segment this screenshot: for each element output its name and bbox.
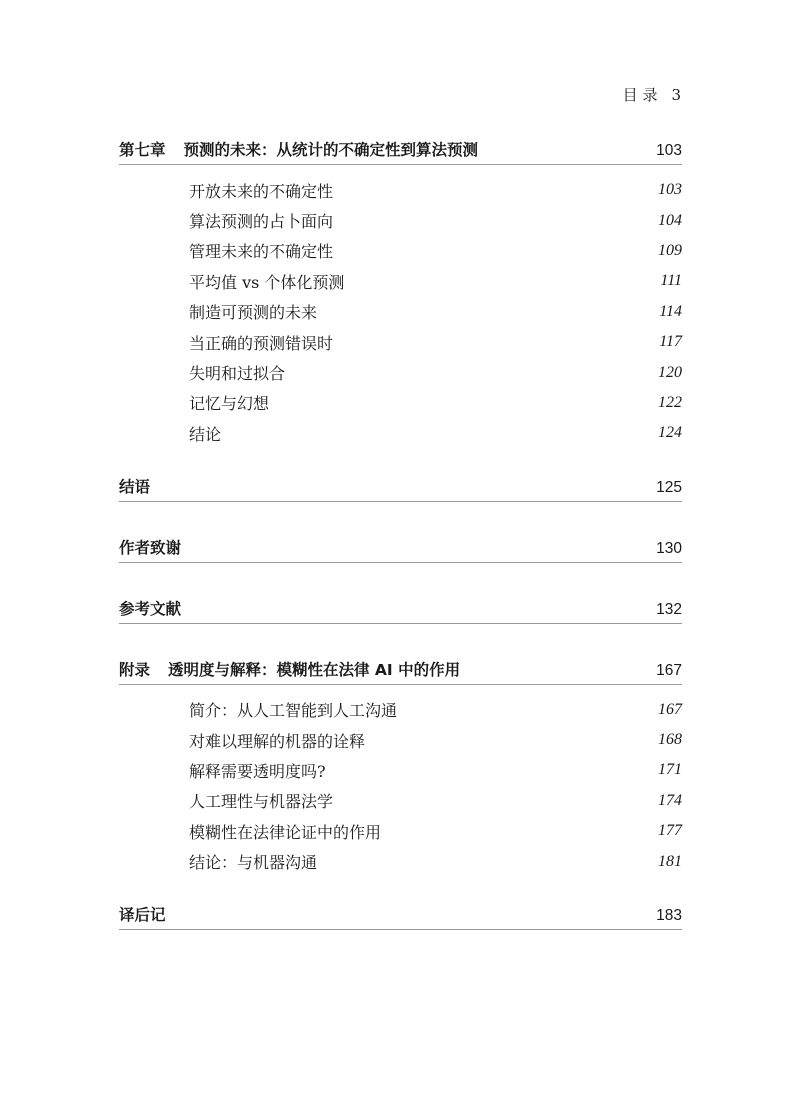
section-title: 算法预测的占卜面向 — [189, 212, 334, 232]
toc-chapter-7[interactable] — [119, 138, 682, 165]
section-page-number: 167 — [658, 700, 682, 718]
table-of-contents — [119, 138, 682, 930]
header-section-title: 目 录 — [622, 86, 658, 104]
section-title: 当正确的预测错误时 — [189, 333, 334, 353]
section-title: 人工理性与机器法学 — [189, 792, 334, 812]
appendix-sections — [119, 695, 682, 877]
toc-section[interactable] — [119, 297, 682, 327]
section-title: 结论：与机器沟通 — [189, 853, 318, 873]
chapter-title: 结语 — [119, 477, 151, 496]
section-page-number: 181 — [658, 852, 682, 870]
toc-section[interactable] — [119, 175, 682, 205]
section-title: 管理未来的不确定性 — [189, 242, 334, 262]
chapter-title: 预测的未来：从统计的不确定性到算法预测 — [183, 141, 479, 159]
chapter-prefix: 第七章 — [119, 141, 166, 159]
section-page-number: 117 — [659, 333, 682, 351]
toc-section[interactable] — [119, 755, 682, 785]
toc-section[interactable] — [119, 327, 682, 357]
section-page-number: 120 — [658, 363, 682, 381]
chapter-prefix: 附录 — [119, 660, 151, 679]
toc-section[interactable] — [119, 816, 682, 846]
chapter-title: 透明度与解释：模糊性在法律 AI 中的作用 — [168, 660, 461, 679]
toc-acknowledgments[interactable] — [119, 536, 682, 563]
toc-section[interactable] — [119, 695, 682, 725]
toc-section[interactable] — [119, 786, 682, 816]
toc-section[interactable] — [119, 266, 682, 296]
toc-conclusion[interactable] — [119, 475, 682, 502]
section-page-number: 103 — [658, 181, 682, 199]
chapter-page-number: 103 — [656, 142, 682, 159]
section-title: 简介：从人工智能到人工沟通 — [189, 701, 398, 721]
section-page-number: 122 — [658, 393, 682, 411]
section-title: 开放未来的不确定性 — [189, 181, 334, 201]
toc-section[interactable] — [119, 205, 682, 235]
chapter-title: 参考文献 — [119, 599, 182, 618]
section-page-number: 109 — [658, 241, 682, 259]
section-page-number: 111 — [660, 272, 682, 290]
section-title: 平均值 vs 个体化预测 — [189, 272, 345, 292]
section-page-number: 124 — [658, 424, 682, 442]
toc-section[interactable] — [119, 357, 682, 387]
section-title: 制造可预测的未来 — [189, 303, 318, 323]
chapter-7-sections — [119, 175, 682, 449]
chapter-title: 译后记 — [119, 905, 166, 924]
toc-section[interactable] — [119, 418, 682, 448]
section-page-number: 104 — [658, 211, 682, 229]
section-title: 模糊性在法律论证中的作用 — [189, 822, 382, 842]
section-page-number: 174 — [658, 791, 682, 809]
toc-translator-afterword[interactable] — [119, 903, 682, 930]
section-page-number: 114 — [659, 302, 682, 320]
section-title: 对难以理解的机器的诠释 — [189, 731, 366, 751]
chapter-page-number: 125 — [656, 478, 682, 496]
toc-appendix[interactable] — [119, 658, 682, 685]
chapter-page-number: 130 — [656, 539, 682, 557]
section-title: 记忆与幻想 — [189, 394, 270, 414]
toc-section[interactable] — [119, 725, 682, 755]
section-title: 结论 — [189, 424, 222, 444]
section-title: 解释需要透明度吗? — [189, 761, 326, 781]
chapter-page-number: 132 — [656, 600, 682, 618]
toc-section[interactable] — [119, 236, 682, 266]
section-title: 失明和过拟合 — [189, 364, 286, 384]
running-header — [623, 84, 681, 105]
toc-references[interactable] — [119, 597, 682, 624]
chapter-page-number: 167 — [656, 661, 682, 679]
section-page-number: 177 — [658, 822, 682, 840]
section-page-number: 168 — [658, 731, 682, 749]
section-page-number: 171 — [658, 761, 682, 779]
toc-section[interactable] — [119, 388, 682, 418]
chapter-title: 作者致谢 — [119, 538, 182, 557]
toc-section[interactable] — [119, 846, 682, 876]
header-page-number: 3 — [671, 86, 681, 104]
chapter-page-number: 183 — [656, 906, 682, 924]
